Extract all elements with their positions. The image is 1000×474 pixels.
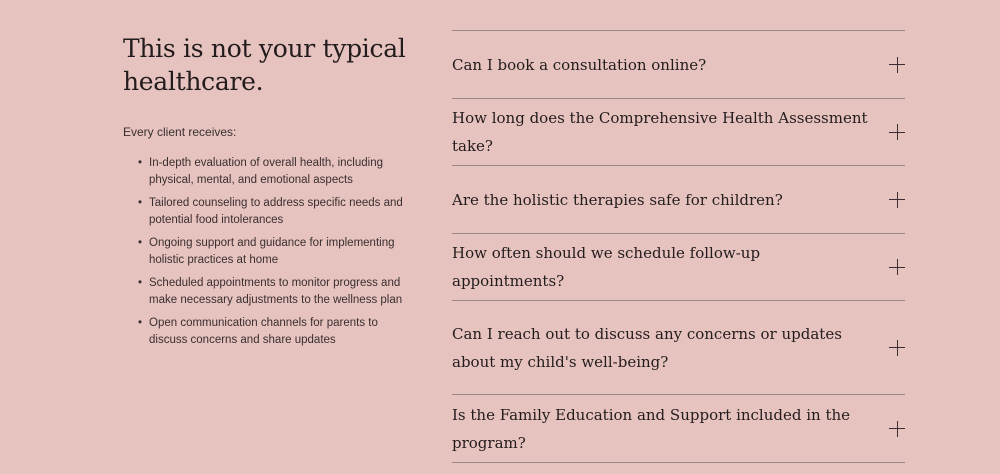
plus-icon[interactable] [889, 124, 905, 140]
benefit-text: Scheduled appointments to monitor progress and make necessary adjustments to the wellness plan [149, 277, 403, 306]
faq-item[interactable] [452, 31, 905, 99]
plus-icon[interactable] [889, 340, 905, 356]
faq-question: Can I reach out to discuss any concerns or updates about my child's well-being? [452, 324, 842, 371]
faq-item[interactable] [452, 301, 905, 395]
faq-item[interactable] [452, 395, 905, 463]
benefit-text: In-depth evaluation of overall health, including physical, mental, and emotional aspects [149, 157, 383, 186]
benefit-text: Ongoing support and guidance for implementing holistic practices at home [149, 237, 395, 266]
faq-question: How long does the Comprehensive Health Assessment take? [452, 109, 868, 155]
bullet-icon: • [138, 317, 143, 329]
faq-question: Are the holistic therapies safe for children? [452, 190, 783, 209]
plus-icon[interactable] [889, 259, 905, 275]
bullet-icon: • [138, 237, 143, 249]
bullet-icon: • [138, 157, 143, 169]
benefit-item [138, 235, 413, 269]
benefit-text: Tailored counseling to address specific needs and potential food intolerances [149, 197, 403, 226]
benefit-text: Open communication channels for parents to discuss concerns and share updates [149, 317, 378, 346]
section-heading: This is not your typical healthcare. [123, 34, 406, 96]
faq-item[interactable] [452, 99, 905, 166]
benefit-item [138, 195, 413, 229]
faq-question: How often should we schedule follow-up appointments? [452, 244, 761, 290]
plus-icon[interactable] [889, 192, 905, 208]
bullet-icon: • [138, 277, 143, 289]
plus-icon[interactable] [889, 57, 905, 73]
intro-column [123, 32, 413, 355]
plus-icon[interactable] [889, 421, 905, 437]
faq-question: Is the Family Education and Support included in the program? [452, 405, 851, 452]
faq-accordion [452, 30, 905, 463]
faq-item[interactable] [452, 234, 905, 301]
faq-question: Can I book a consultation online? [452, 55, 707, 74]
bullet-icon: • [138, 197, 143, 209]
benefit-item [138, 315, 413, 349]
benefit-item [138, 275, 413, 309]
benefit-item [138, 155, 413, 189]
benefits-list [123, 155, 413, 349]
intro-text: Every client receives: [123, 125, 237, 139]
faq-item[interactable] [452, 166, 905, 234]
